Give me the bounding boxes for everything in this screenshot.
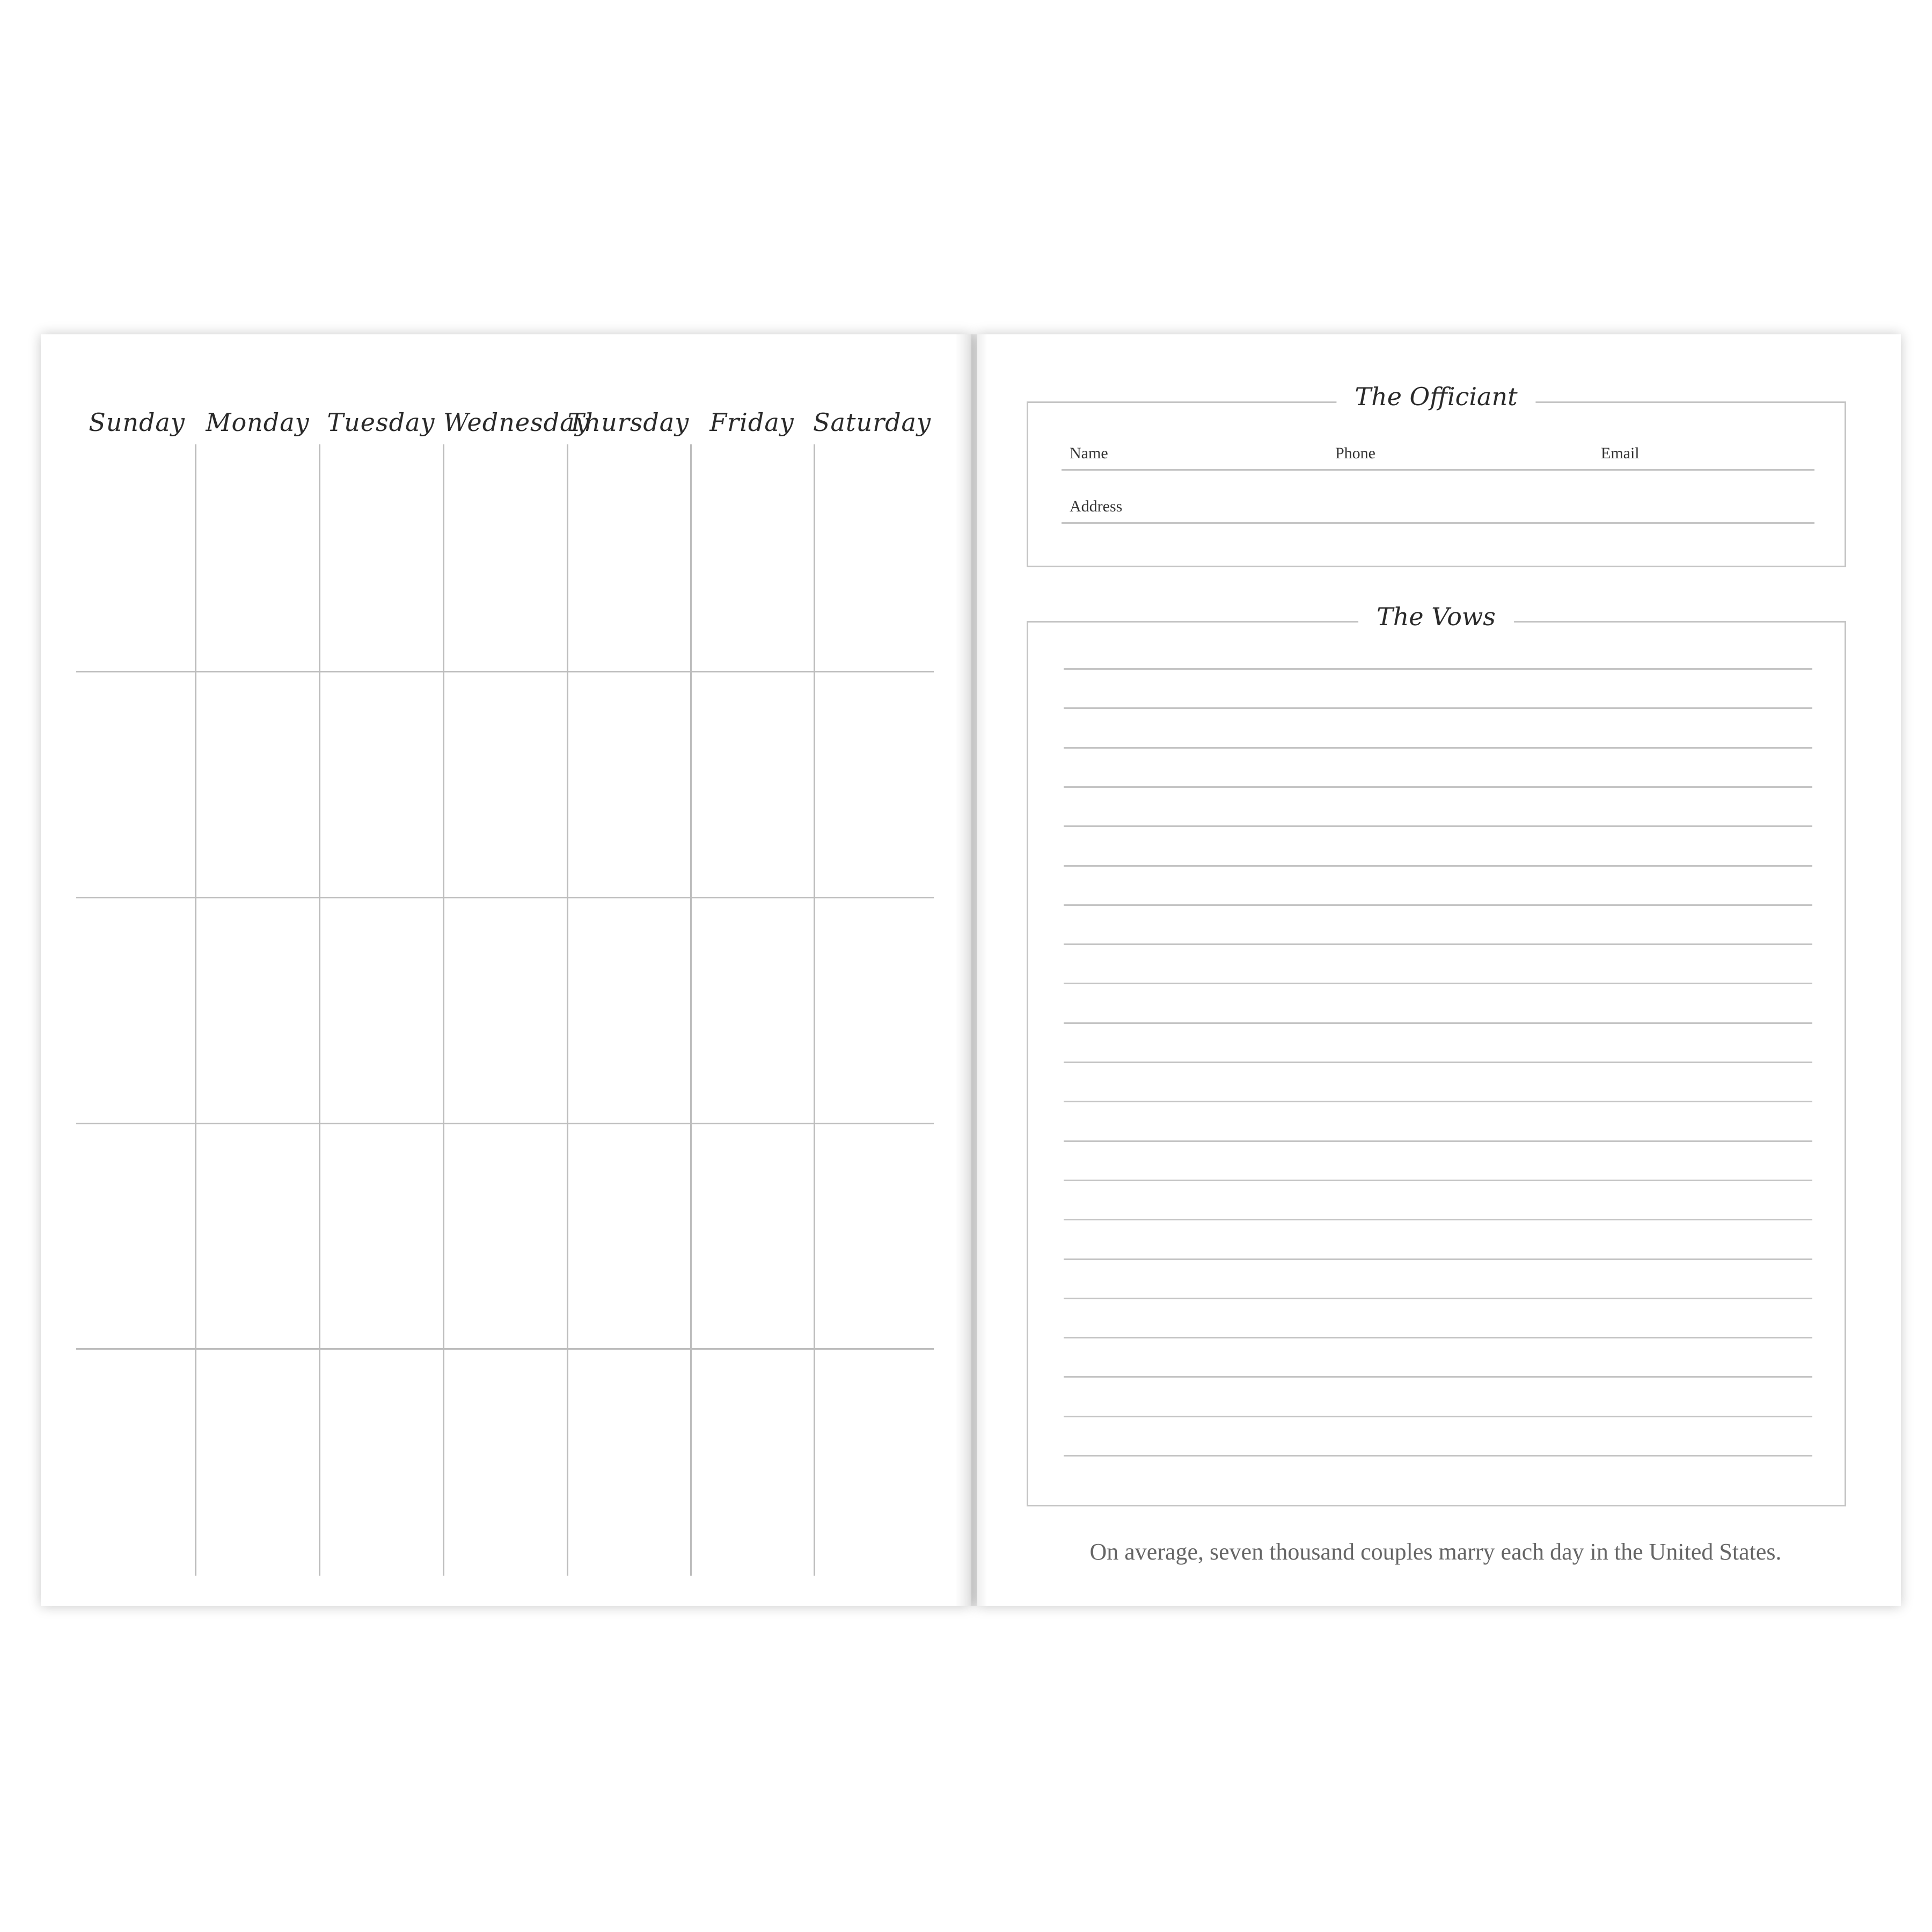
vow-writing-line[interactable] bbox=[1064, 1298, 1812, 1299]
vow-writing-line[interactable] bbox=[1064, 1022, 1812, 1024]
officiant-box bbox=[1027, 401, 1846, 567]
calendar-row-divider bbox=[76, 671, 934, 672]
vow-writing-line[interactable] bbox=[1064, 707, 1812, 709]
vow-writing-line[interactable] bbox=[1064, 904, 1812, 906]
calendar-column-divider bbox=[567, 444, 568, 1576]
vow-writing-line[interactable] bbox=[1064, 865, 1812, 867]
vow-writing-line[interactable] bbox=[1064, 983, 1812, 984]
vow-writing-line[interactable] bbox=[1064, 786, 1812, 788]
vow-writing-line[interactable] bbox=[1064, 1455, 1812, 1457]
vow-writing-line[interactable] bbox=[1064, 1376, 1812, 1378]
day-header-friday: Friday bbox=[709, 408, 794, 437]
calendar-row-divider bbox=[76, 1123, 934, 1124]
calendar-row-divider bbox=[76, 897, 934, 898]
officiant-name-label: Name bbox=[1070, 444, 1108, 462]
day-header-tuesday: Tuesday bbox=[327, 408, 435, 437]
day-header-wednesday: Wednesday bbox=[443, 408, 590, 437]
vow-writing-line[interactable] bbox=[1064, 747, 1812, 749]
vow-writing-line[interactable] bbox=[1064, 1062, 1812, 1063]
officiant-address-label: Address bbox=[1070, 497, 1123, 515]
vow-writing-line[interactable] bbox=[1064, 1258, 1812, 1260]
vow-writing-line[interactable] bbox=[1064, 1101, 1812, 1102]
officiant-address-line[interactable] bbox=[1062, 522, 1814, 524]
left-page-calendar bbox=[41, 334, 971, 1606]
calendar-column-divider bbox=[319, 444, 320, 1576]
officiant-title: The Officiant bbox=[1336, 382, 1535, 411]
calendar-column-divider bbox=[690, 444, 692, 1576]
vow-writing-line[interactable] bbox=[1064, 1180, 1812, 1181]
vow-writing-line[interactable] bbox=[1064, 1416, 1812, 1417]
calendar-row-divider bbox=[76, 1348, 934, 1350]
vow-writing-line[interactable] bbox=[1064, 1337, 1812, 1338]
vows-title: The Vows bbox=[1358, 602, 1514, 631]
day-header-saturday: Saturday bbox=[813, 408, 931, 437]
vow-writing-line[interactable] bbox=[1064, 825, 1812, 827]
vow-writing-line[interactable] bbox=[1064, 668, 1812, 670]
officiant-contact-line[interactable] bbox=[1062, 469, 1814, 471]
officiant-email-label: Email bbox=[1601, 444, 1640, 462]
vow-writing-line[interactable] bbox=[1064, 1219, 1812, 1220]
officiant-phone-label: Phone bbox=[1335, 444, 1375, 462]
day-header-sunday: Sunday bbox=[89, 408, 185, 437]
day-header-monday: Monday bbox=[206, 408, 310, 437]
calendar-column-divider bbox=[443, 444, 444, 1576]
footer-fact: On average, seven thousand couples marry each day in the United States. bbox=[1089, 1539, 1782, 1565]
vow-writing-line[interactable] bbox=[1064, 1140, 1812, 1142]
calendar-column-divider bbox=[195, 444, 196, 1576]
calendar-column-divider bbox=[814, 444, 815, 1576]
vow-writing-line[interactable] bbox=[1064, 943, 1812, 945]
day-header-thursday: Thursday bbox=[567, 408, 690, 437]
vows-box bbox=[1027, 621, 1846, 1506]
